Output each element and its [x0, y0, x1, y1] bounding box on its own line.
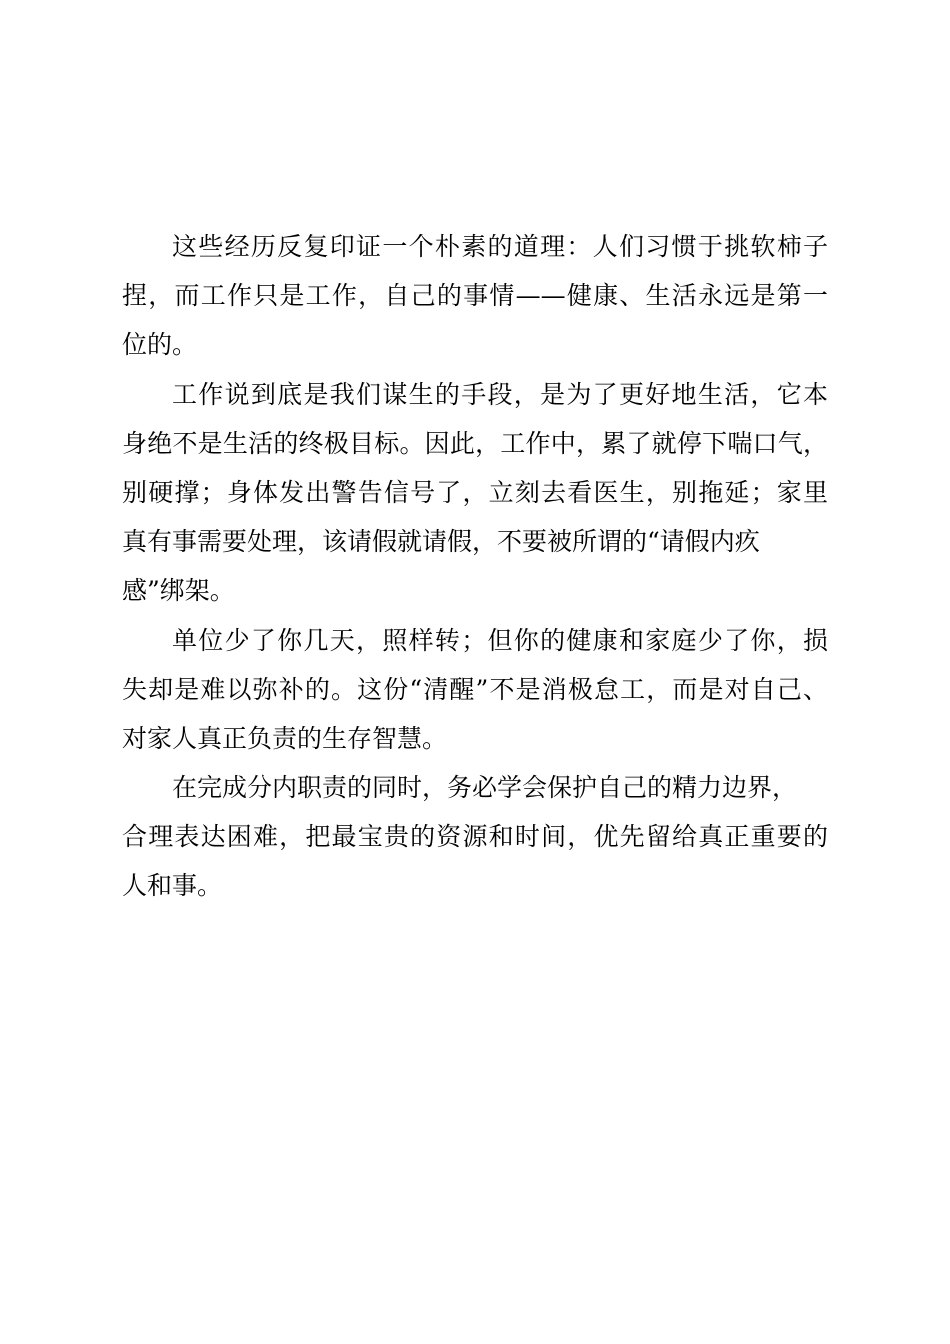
paragraph-line: 别硬撑；身体发出警告信号了，立刻去看医生，别拖延；家里 — [122, 477, 828, 507]
paragraph-line: 感”绑架。 — [122, 576, 235, 606]
paragraph-line: 人和事。 — [122, 871, 223, 901]
paragraph-line: 合理表达困难，把最宝贵的资源和时间，优先留给真正重要的 — [122, 822, 828, 852]
paragraph-line: 对家人真正负责的生存智慧。 — [122, 723, 448, 753]
paragraph-line: 工作说到底是我们谋生的手段，是为了更好地生活，它本 — [172, 379, 828, 409]
paragraph-3 — [122, 616, 828, 764]
paragraph-line: 这些经历反复印证一个朴素的道理：人们习惯于挑软柿子 — [172, 232, 828, 261]
paragraph-line: 在完成分内职责的同时，务必学会保护自己的精力边界， — [172, 773, 798, 803]
paragraph-line: 单位少了你几天，照样转；但你的健康和家庭少了你，损 — [172, 625, 828, 655]
paragraph-line: 身绝不是生活的终极目标。因此，工作中，累了就停下喘口气， — [122, 428, 828, 458]
paragraph-line: 真有事需要处理，该请假就请假，不要被所谓的“请假内疚 — [122, 527, 760, 557]
paragraph-line: 位的。 — [122, 330, 198, 360]
paragraph-2 — [122, 370, 828, 616]
body-text — [122, 222, 828, 911]
paragraph-4 — [122, 763, 828, 911]
paragraph-line: 捏，而工作只是工作，自己的事情——健康、生活永远是第一 — [122, 281, 828, 311]
paragraph-line: 失却是难以弥补的。这份“清醒”不是消极怠工，而是对自己、 — [122, 674, 828, 704]
paragraph-1 — [122, 222, 828, 370]
